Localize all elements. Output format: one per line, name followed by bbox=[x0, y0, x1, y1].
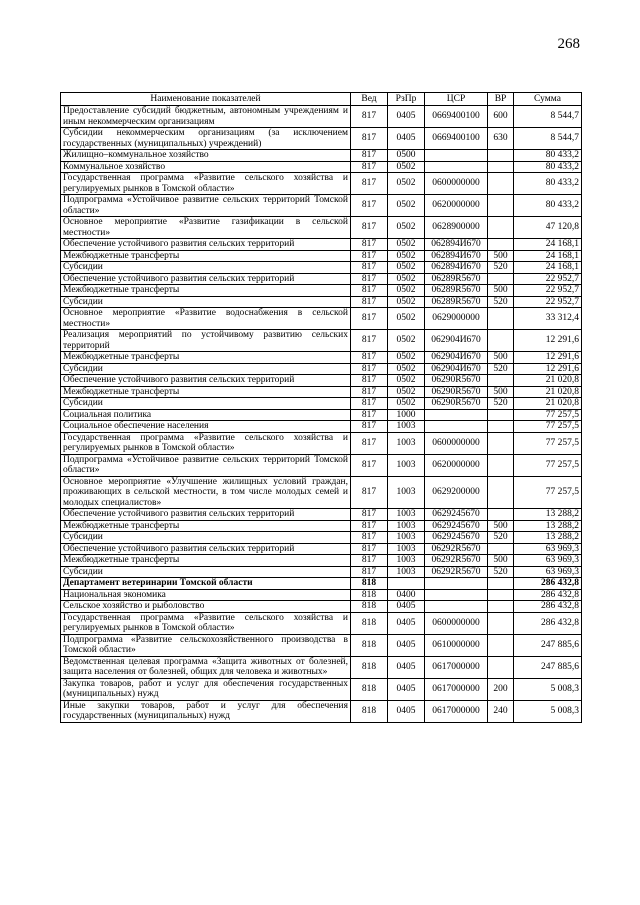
cell-name: Иные закупки товаров, работ и услуг для обеспечения государственных (муниципальных) нужд bbox=[61, 700, 351, 722]
cell-csr: 0620000000 bbox=[425, 454, 488, 476]
cell-csr bbox=[425, 589, 488, 601]
cell-ved: 817 bbox=[351, 566, 388, 578]
cell-name: Социальная политика bbox=[61, 409, 351, 421]
cell-vr: 500 bbox=[488, 386, 514, 398]
header-sum: Сумма bbox=[514, 93, 582, 106]
cell-csr: 0669400100 bbox=[425, 106, 488, 128]
cell-vr bbox=[488, 601, 514, 613]
cell-rzpr: 0405 bbox=[388, 106, 425, 128]
cell-vr: 520 bbox=[488, 566, 514, 578]
cell-rzpr: 1003 bbox=[388, 566, 425, 578]
cell-name: Государственная программа «Развитие сельского хозяйства и регулируемых рынков в Томской области» bbox=[61, 173, 351, 195]
cell-csr bbox=[425, 409, 488, 421]
cell-ved: 817 bbox=[351, 308, 388, 330]
cell-csr: 0617000000 bbox=[425, 678, 488, 700]
cell-vr: 520 bbox=[488, 398, 514, 410]
cell-ved: 817 bbox=[351, 454, 388, 476]
table-row bbox=[61, 678, 582, 700]
cell-vr bbox=[488, 432, 514, 454]
table-row bbox=[61, 330, 582, 352]
table-row bbox=[61, 285, 582, 297]
cell-csr bbox=[425, 578, 488, 590]
cell-vr: 240 bbox=[488, 700, 514, 722]
cell-vr: 500 bbox=[488, 285, 514, 297]
cell-vr: 520 bbox=[488, 262, 514, 274]
cell-sum: 5 008,3 bbox=[514, 678, 582, 700]
cell-name: Предоставление субсидий бюджетным, автономным учреждениям и иным некоммерческим организациям bbox=[61, 106, 351, 128]
cell-csr: 0617000000 bbox=[425, 656, 488, 678]
cell-csr: 0620000000 bbox=[425, 195, 488, 217]
table-row bbox=[61, 509, 582, 521]
cell-rzpr: 1003 bbox=[388, 543, 425, 555]
cell-rzpr: 0405 bbox=[388, 634, 425, 656]
cell-csr: 06292R5670 bbox=[425, 543, 488, 555]
cell-csr: 062904И670 bbox=[425, 363, 488, 375]
cell-rzpr: 1003 bbox=[388, 520, 425, 532]
cell-name: Жилищно–коммунальное хозяйство bbox=[61, 150, 351, 162]
table-row bbox=[61, 432, 582, 454]
cell-sum: 63 969,3 bbox=[514, 566, 582, 578]
cell-sum: 80 433,2 bbox=[514, 150, 582, 162]
cell-rzpr: 0502 bbox=[388, 273, 425, 285]
cell-ved: 817 bbox=[351, 543, 388, 555]
table-body bbox=[61, 106, 582, 723]
cell-vr: 200 bbox=[488, 678, 514, 700]
table-header-row bbox=[61, 93, 582, 106]
cell-name: Субсидии bbox=[61, 363, 351, 375]
cell-csr: 062904И670 bbox=[425, 352, 488, 364]
cell-sum: 33 312,4 bbox=[514, 308, 582, 330]
cell-sum: 12 291,6 bbox=[514, 352, 582, 364]
table-row bbox=[61, 700, 582, 722]
cell-ved: 817 bbox=[351, 150, 388, 162]
cell-sum: 247 885,6 bbox=[514, 634, 582, 656]
cell-sum: 8 544,7 bbox=[514, 106, 582, 128]
cell-csr: 0617000000 bbox=[425, 700, 488, 722]
cell-name: Подпрограмма «Развитие сельскохозяйственного производства в Томской области» bbox=[61, 634, 351, 656]
table-row bbox=[61, 308, 582, 330]
cell-vr: 520 bbox=[488, 363, 514, 375]
cell-rzpr: 0405 bbox=[388, 128, 425, 150]
cell-csr: 0628900000 bbox=[425, 217, 488, 239]
cell-name: Межбюджетные трансферты bbox=[61, 285, 351, 297]
cell-vr bbox=[488, 308, 514, 330]
cell-csr: 0629000000 bbox=[425, 308, 488, 330]
table-row bbox=[61, 555, 582, 567]
cell-rzpr: 0502 bbox=[388, 161, 425, 173]
cell-csr bbox=[425, 150, 488, 162]
cell-name: Закупка товаров, работ и услуг для обеспечения государственных (муниципальных) нужд bbox=[61, 678, 351, 700]
cell-rzpr: 0400 bbox=[388, 589, 425, 601]
cell-name: Ведомственная целевая программа «Защита животных от болезней, защита населения от болезней, общих для человека и животных» bbox=[61, 656, 351, 678]
table-row bbox=[61, 532, 582, 544]
cell-rzpr: 0502 bbox=[388, 296, 425, 308]
cell-name: Межбюджетные трансферты bbox=[61, 555, 351, 567]
cell-csr: 06289R5670 bbox=[425, 273, 488, 285]
cell-name: Реализация мероприятий по устойчивому развитию сельских территорий bbox=[61, 330, 351, 352]
cell-rzpr: 0502 bbox=[388, 375, 425, 387]
cell-name: Обеспечение устойчивого развития сельских территорий bbox=[61, 509, 351, 521]
cell-csr: 0669400100 bbox=[425, 128, 488, 150]
cell-ved: 817 bbox=[351, 398, 388, 410]
cell-ved: 817 bbox=[351, 363, 388, 375]
cell-csr: 062894И670 bbox=[425, 262, 488, 274]
cell-ved: 817 bbox=[351, 273, 388, 285]
cell-vr bbox=[488, 161, 514, 173]
cell-vr: 500 bbox=[488, 520, 514, 532]
cell-vr bbox=[488, 217, 514, 239]
cell-vr bbox=[488, 150, 514, 162]
cell-sum: 12 291,6 bbox=[514, 363, 582, 375]
cell-vr: 500 bbox=[488, 250, 514, 262]
cell-ved: 817 bbox=[351, 106, 388, 128]
cell-name: Подпрограмма «Устойчивое развитие сельских территорий Томской области» bbox=[61, 195, 351, 217]
cell-name: Субсидии bbox=[61, 262, 351, 274]
table-row bbox=[61, 195, 582, 217]
cell-rzpr: 1003 bbox=[388, 476, 425, 509]
table-row bbox=[61, 398, 582, 410]
cell-ved: 818 bbox=[351, 656, 388, 678]
cell-sum: 21 020,8 bbox=[514, 386, 582, 398]
header-name: Наименование показателей bbox=[61, 93, 351, 106]
cell-ved: 817 bbox=[351, 520, 388, 532]
table-row bbox=[61, 296, 582, 308]
cell-rzpr: 0502 bbox=[388, 250, 425, 262]
cell-sum: 21 020,8 bbox=[514, 398, 582, 410]
cell-name: Обеспечение устойчивого развития сельских территорий bbox=[61, 543, 351, 555]
table-row bbox=[61, 250, 582, 262]
header-csr: ЦСР bbox=[425, 93, 488, 106]
cell-ved: 818 bbox=[351, 601, 388, 613]
cell-rzpr: 1003 bbox=[388, 532, 425, 544]
cell-sum: 47 120,8 bbox=[514, 217, 582, 239]
cell-vr: 500 bbox=[488, 555, 514, 567]
cell-rzpr: 0502 bbox=[388, 386, 425, 398]
cell-vr: 520 bbox=[488, 532, 514, 544]
cell-name: Межбюджетные трансферты bbox=[61, 352, 351, 364]
cell-sum: 63 969,3 bbox=[514, 543, 582, 555]
cell-name: Субсидии bbox=[61, 566, 351, 578]
cell-ved: 817 bbox=[351, 296, 388, 308]
cell-sum: 77 257,5 bbox=[514, 454, 582, 476]
cell-sum: 286 432,8 bbox=[514, 589, 582, 601]
cell-ved: 817 bbox=[351, 330, 388, 352]
cell-sum: 12 291,6 bbox=[514, 330, 582, 352]
cell-ved: 817 bbox=[351, 532, 388, 544]
cell-sum: 80 433,2 bbox=[514, 161, 582, 173]
cell-ved: 818 bbox=[351, 578, 388, 590]
table-row bbox=[61, 656, 582, 678]
cell-sum: 80 433,2 bbox=[514, 195, 582, 217]
cell-ved: 817 bbox=[351, 195, 388, 217]
cell-ved: 817 bbox=[351, 239, 388, 251]
cell-name: Основное мероприятие «Улучшение жилищных условий граждан, проживающих в сельской местности, в том числе молодых семей и молодых специалистов» bbox=[61, 476, 351, 509]
table-row bbox=[61, 476, 582, 509]
cell-ved: 817 bbox=[351, 421, 388, 433]
cell-csr: 0600000000 bbox=[425, 173, 488, 195]
table-row bbox=[61, 634, 582, 656]
cell-rzpr: 0502 bbox=[388, 173, 425, 195]
cell-csr: 06289R5670 bbox=[425, 285, 488, 297]
cell-name: Субсидии некоммерческим организациям (за исключением государственных (муниципальных) учреждений) bbox=[61, 128, 351, 150]
cell-ved: 817 bbox=[351, 352, 388, 364]
cell-sum: 24 168,1 bbox=[514, 250, 582, 262]
cell-sum: 77 257,5 bbox=[514, 476, 582, 509]
cell-csr: 06292R5670 bbox=[425, 555, 488, 567]
cell-ved: 817 bbox=[351, 555, 388, 567]
cell-rzpr: 0502 bbox=[388, 308, 425, 330]
cell-rzpr: 0502 bbox=[388, 239, 425, 251]
cell-rzpr: 1003 bbox=[388, 454, 425, 476]
cell-ved: 818 bbox=[351, 700, 388, 722]
table-row bbox=[61, 454, 582, 476]
cell-ved: 817 bbox=[351, 476, 388, 509]
cell-csr: 0600000000 bbox=[425, 432, 488, 454]
cell-sum: 13 288,2 bbox=[514, 532, 582, 544]
cell-csr: 062894И670 bbox=[425, 239, 488, 251]
cell-name: Межбюджетные трансферты bbox=[61, 386, 351, 398]
cell-ved: 817 bbox=[351, 375, 388, 387]
cell-rzpr: 0502 bbox=[388, 262, 425, 274]
cell-sum: 247 885,6 bbox=[514, 656, 582, 678]
cell-name: Обеспечение устойчивого развития сельских территорий bbox=[61, 273, 351, 285]
table-row bbox=[61, 173, 582, 195]
table-row bbox=[61, 273, 582, 285]
cell-sum: 77 257,5 bbox=[514, 432, 582, 454]
cell-rzpr: 0405 bbox=[388, 601, 425, 613]
cell-sum: 286 432,8 bbox=[514, 601, 582, 613]
header-vr: ВР bbox=[488, 93, 514, 106]
cell-name: Обеспечение устойчивого развития сельских территорий bbox=[61, 375, 351, 387]
cell-sum: 5 008,3 bbox=[514, 700, 582, 722]
cell-rzpr: 1003 bbox=[388, 509, 425, 521]
cell-rzpr: 0502 bbox=[388, 398, 425, 410]
cell-name: Межбюджетные трансферты bbox=[61, 250, 351, 262]
cell-name: Департамент ветеринарии Томской области bbox=[61, 578, 351, 590]
cell-name: Коммунальное хозяйство bbox=[61, 161, 351, 173]
cell-rzpr: 0502 bbox=[388, 330, 425, 352]
table-row bbox=[61, 161, 582, 173]
cell-rzpr: 1000 bbox=[388, 409, 425, 421]
cell-ved: 818 bbox=[351, 634, 388, 656]
cell-csr: 0610000000 bbox=[425, 634, 488, 656]
cell-sum: 80 433,2 bbox=[514, 173, 582, 195]
cell-vr bbox=[488, 543, 514, 555]
cell-rzpr: 1003 bbox=[388, 555, 425, 567]
table-row bbox=[61, 543, 582, 555]
cell-vr bbox=[488, 634, 514, 656]
cell-sum: 24 168,1 bbox=[514, 262, 582, 274]
cell-rzpr: 0405 bbox=[388, 700, 425, 722]
cell-ved: 818 bbox=[351, 589, 388, 601]
table-row bbox=[61, 363, 582, 375]
table-row bbox=[61, 409, 582, 421]
cell-ved: 818 bbox=[351, 678, 388, 700]
cell-ved: 817 bbox=[351, 432, 388, 454]
cell-csr: 0629245670 bbox=[425, 520, 488, 532]
cell-vr bbox=[488, 239, 514, 251]
cell-csr: 0629200000 bbox=[425, 476, 488, 509]
cell-csr: 0629245670 bbox=[425, 532, 488, 544]
cell-vr bbox=[488, 409, 514, 421]
budget-table bbox=[60, 92, 582, 723]
cell-csr: 06289R5670 bbox=[425, 296, 488, 308]
table-row bbox=[61, 150, 582, 162]
cell-ved: 817 bbox=[351, 161, 388, 173]
cell-rzpr: 0405 bbox=[388, 612, 425, 634]
cell-name: Государственная программа «Развитие сельского хозяйства и регулируемых рынков в Томской области» bbox=[61, 432, 351, 454]
header-rzpr: РзПр bbox=[388, 93, 425, 106]
cell-rzpr: 0502 bbox=[388, 352, 425, 364]
cell-name: Государственная программа «Развитие сельского хозяйства и регулируемых рынков в Томской области» bbox=[61, 612, 351, 634]
cell-vr bbox=[488, 195, 514, 217]
cell-vr bbox=[488, 421, 514, 433]
cell-rzpr: 0405 bbox=[388, 656, 425, 678]
cell-rzpr: 0502 bbox=[388, 285, 425, 297]
cell-name: Обеспечение устойчивого развития сельских территорий bbox=[61, 239, 351, 251]
cell-vr bbox=[488, 454, 514, 476]
cell-rzpr: 0500 bbox=[388, 150, 425, 162]
cell-vr bbox=[488, 656, 514, 678]
cell-vr: 520 bbox=[488, 296, 514, 308]
cell-ved: 817 bbox=[351, 217, 388, 239]
cell-csr bbox=[425, 601, 488, 613]
cell-ved: 817 bbox=[351, 250, 388, 262]
cell-csr: 062894И670 bbox=[425, 250, 488, 262]
cell-sum: 21 020,8 bbox=[514, 375, 582, 387]
cell-sum: 286 432,8 bbox=[514, 612, 582, 634]
header-ved: Вед bbox=[351, 93, 388, 106]
cell-sum: 77 257,5 bbox=[514, 409, 582, 421]
cell-ved: 817 bbox=[351, 128, 388, 150]
table-row bbox=[61, 217, 582, 239]
table-row bbox=[61, 239, 582, 251]
cell-ved: 818 bbox=[351, 612, 388, 634]
cell-rzpr: 1003 bbox=[388, 432, 425, 454]
cell-name: Субсидии bbox=[61, 398, 351, 410]
cell-vr: 630 bbox=[488, 128, 514, 150]
cell-sum: 22 952,7 bbox=[514, 296, 582, 308]
cell-name: Национальная экономика bbox=[61, 589, 351, 601]
table-row bbox=[61, 128, 582, 150]
table-row bbox=[61, 578, 582, 590]
cell-vr bbox=[488, 375, 514, 387]
cell-csr bbox=[425, 161, 488, 173]
cell-vr bbox=[488, 273, 514, 285]
cell-name: Субсидии bbox=[61, 296, 351, 308]
cell-sum: 77 257,5 bbox=[514, 421, 582, 433]
cell-csr bbox=[425, 421, 488, 433]
cell-sum: 24 168,1 bbox=[514, 239, 582, 251]
cell-sum: 22 952,7 bbox=[514, 285, 582, 297]
table-row bbox=[61, 520, 582, 532]
cell-ved: 817 bbox=[351, 285, 388, 297]
cell-csr: 06290R5670 bbox=[425, 398, 488, 410]
cell-name: Сельское хозяйство и рыболовство bbox=[61, 601, 351, 613]
cell-sum: 13 288,2 bbox=[514, 520, 582, 532]
cell-name: Субсидии bbox=[61, 532, 351, 544]
table-row bbox=[61, 352, 582, 364]
cell-name: Основное мероприятие «Развитие газификации в сельской местности» bbox=[61, 217, 351, 239]
cell-rzpr: 0502 bbox=[388, 195, 425, 217]
cell-vr bbox=[488, 330, 514, 352]
cell-csr: 062904И670 bbox=[425, 330, 488, 352]
cell-csr: 0600000000 bbox=[425, 612, 488, 634]
cell-ved: 817 bbox=[351, 262, 388, 274]
cell-vr bbox=[488, 173, 514, 195]
page-number: 268 bbox=[557, 36, 580, 52]
cell-rzpr: 0502 bbox=[388, 363, 425, 375]
cell-sum: 8 544,7 bbox=[514, 128, 582, 150]
cell-ved: 817 bbox=[351, 173, 388, 195]
table-row bbox=[61, 106, 582, 128]
table-row bbox=[61, 612, 582, 634]
cell-csr: 06290R5670 bbox=[425, 375, 488, 387]
cell-ved: 817 bbox=[351, 386, 388, 398]
cell-csr: 0629245670 bbox=[425, 509, 488, 521]
cell-vr bbox=[488, 476, 514, 509]
table-row bbox=[61, 601, 582, 613]
cell-vr: 500 bbox=[488, 352, 514, 364]
cell-name: Подпрограмма «Устойчивое развитие сельских территорий Томской области» bbox=[61, 454, 351, 476]
table-row bbox=[61, 589, 582, 601]
cell-rzpr bbox=[388, 578, 425, 590]
cell-sum: 13 288,2 bbox=[514, 509, 582, 521]
cell-sum: 63 969,3 bbox=[514, 555, 582, 567]
table-row bbox=[61, 566, 582, 578]
cell-vr bbox=[488, 578, 514, 590]
cell-ved: 817 bbox=[351, 409, 388, 421]
cell-name: Социальное обеспечение населения bbox=[61, 421, 351, 433]
cell-name: Межбюджетные трансферты bbox=[61, 520, 351, 532]
table-row bbox=[61, 421, 582, 433]
cell-rzpr: 1003 bbox=[388, 421, 425, 433]
cell-rzpr: 0405 bbox=[388, 678, 425, 700]
cell-name: Основное мероприятие «Развитие водоснабжения в сельской местности» bbox=[61, 308, 351, 330]
cell-vr bbox=[488, 589, 514, 601]
cell-vr: 600 bbox=[488, 106, 514, 128]
cell-rzpr: 0502 bbox=[388, 217, 425, 239]
cell-vr bbox=[488, 612, 514, 634]
table-row bbox=[61, 262, 582, 274]
cell-sum: 22 952,7 bbox=[514, 273, 582, 285]
cell-sum: 286 432,8 bbox=[514, 578, 582, 590]
table-row bbox=[61, 386, 582, 398]
cell-csr: 06292R5670 bbox=[425, 566, 488, 578]
cell-vr bbox=[488, 509, 514, 521]
table-row bbox=[61, 375, 582, 387]
cell-csr: 06290R5670 bbox=[425, 386, 488, 398]
cell-ved: 817 bbox=[351, 509, 388, 521]
